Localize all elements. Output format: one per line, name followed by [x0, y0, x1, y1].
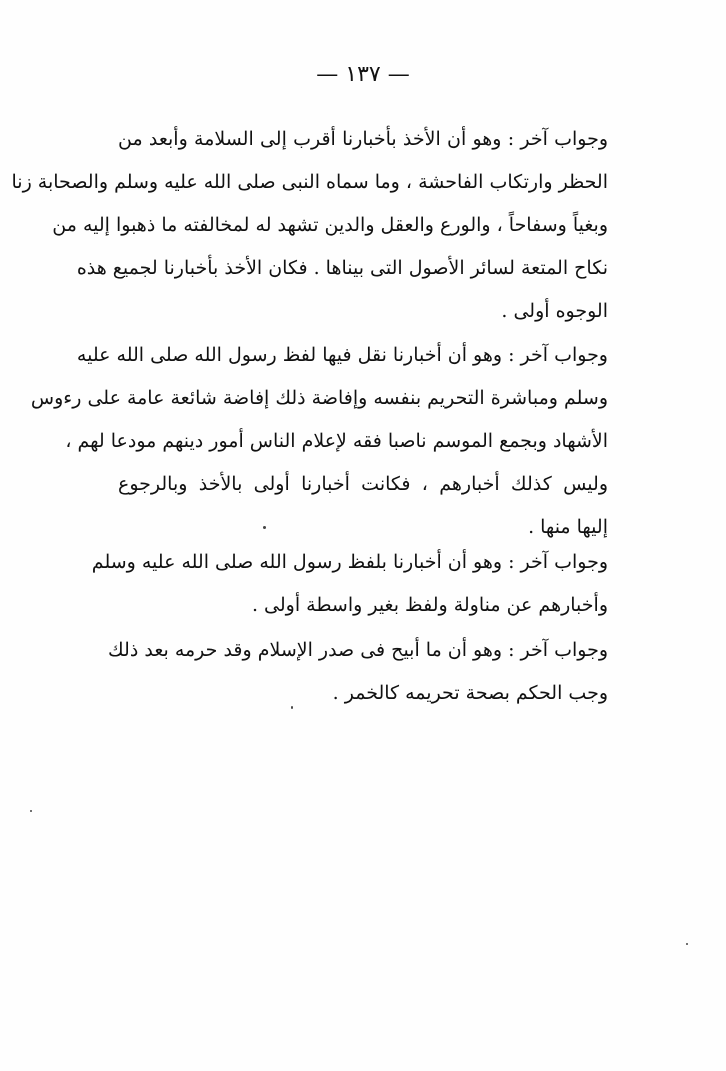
text-line: وأخبارهم عن مناولة ولفظ بغير واسطة أولى . — [251, 594, 608, 616]
text-line: وسلم ومباشرة التحريم بنفسه وإفاضة ذلك إفاضة شائعة عامة على رءوس — [30, 387, 608, 409]
scan-speck — [686, 943, 688, 945]
paragraph-4 — [108, 629, 608, 715]
scan-speck — [291, 706, 293, 709]
text-line: وجواب آخر : وهو أن الأخذ بأخبارنا أقرب إلى السلامة وأبعد من — [118, 128, 608, 150]
page-number: — ١٣٧ — — [316, 62, 410, 87]
text-line: وبغياً وسفاحاً ، والورع والعقل والدين تشهد له لمخالفته ما ذهبوا إليه من — [52, 214, 608, 236]
paragraph-1 — [11, 118, 608, 333]
text-line: وجب الحكم بصحة تحريمه كالخمر . — [332, 682, 608, 704]
text-line: وليس كذلك أخبارهم ، فكانت أخبارنا أولى بالأخذ وبالرجوع — [118, 473, 608, 495]
text-line: نكاح المتعة لسائر الأصول التى بيناها . فكان الأخذ بأخبارنا لجميع هذه — [76, 257, 608, 279]
text-line: وجواب آخر : وهو أن ما أبيح فى صدر الإسلام وقد حرمه بعد ذلك — [108, 639, 608, 661]
text-line: الوجوه أولى . — [501, 300, 608, 322]
text-line: وجواب آخر : وهو أن أخبارنا بلفظ رسول الله صلى الله عليه وسلم — [91, 551, 608, 573]
text-line: الأشهاد وبجمع الموسم ناصبا فقه لإعلام الناس أمور دينهم مودعا لهم ، — [65, 430, 608, 452]
text-line: إليها منها . — [528, 516, 608, 538]
scan-speck — [263, 526, 266, 529]
paragraph-2 — [30, 334, 608, 549]
paragraph-3 — [91, 541, 608, 627]
text-line: وجواب آخر : وهو أن أخبارنا نقل فيها لفظ رسول الله صلى الله عليه — [76, 344, 608, 366]
scan-speck — [30, 810, 32, 812]
text-line: الحظر وارتكاب الفاحشة ، وما سماه النبى صلى الله عليه وسلم والصحابة زنا — [11, 171, 608, 193]
